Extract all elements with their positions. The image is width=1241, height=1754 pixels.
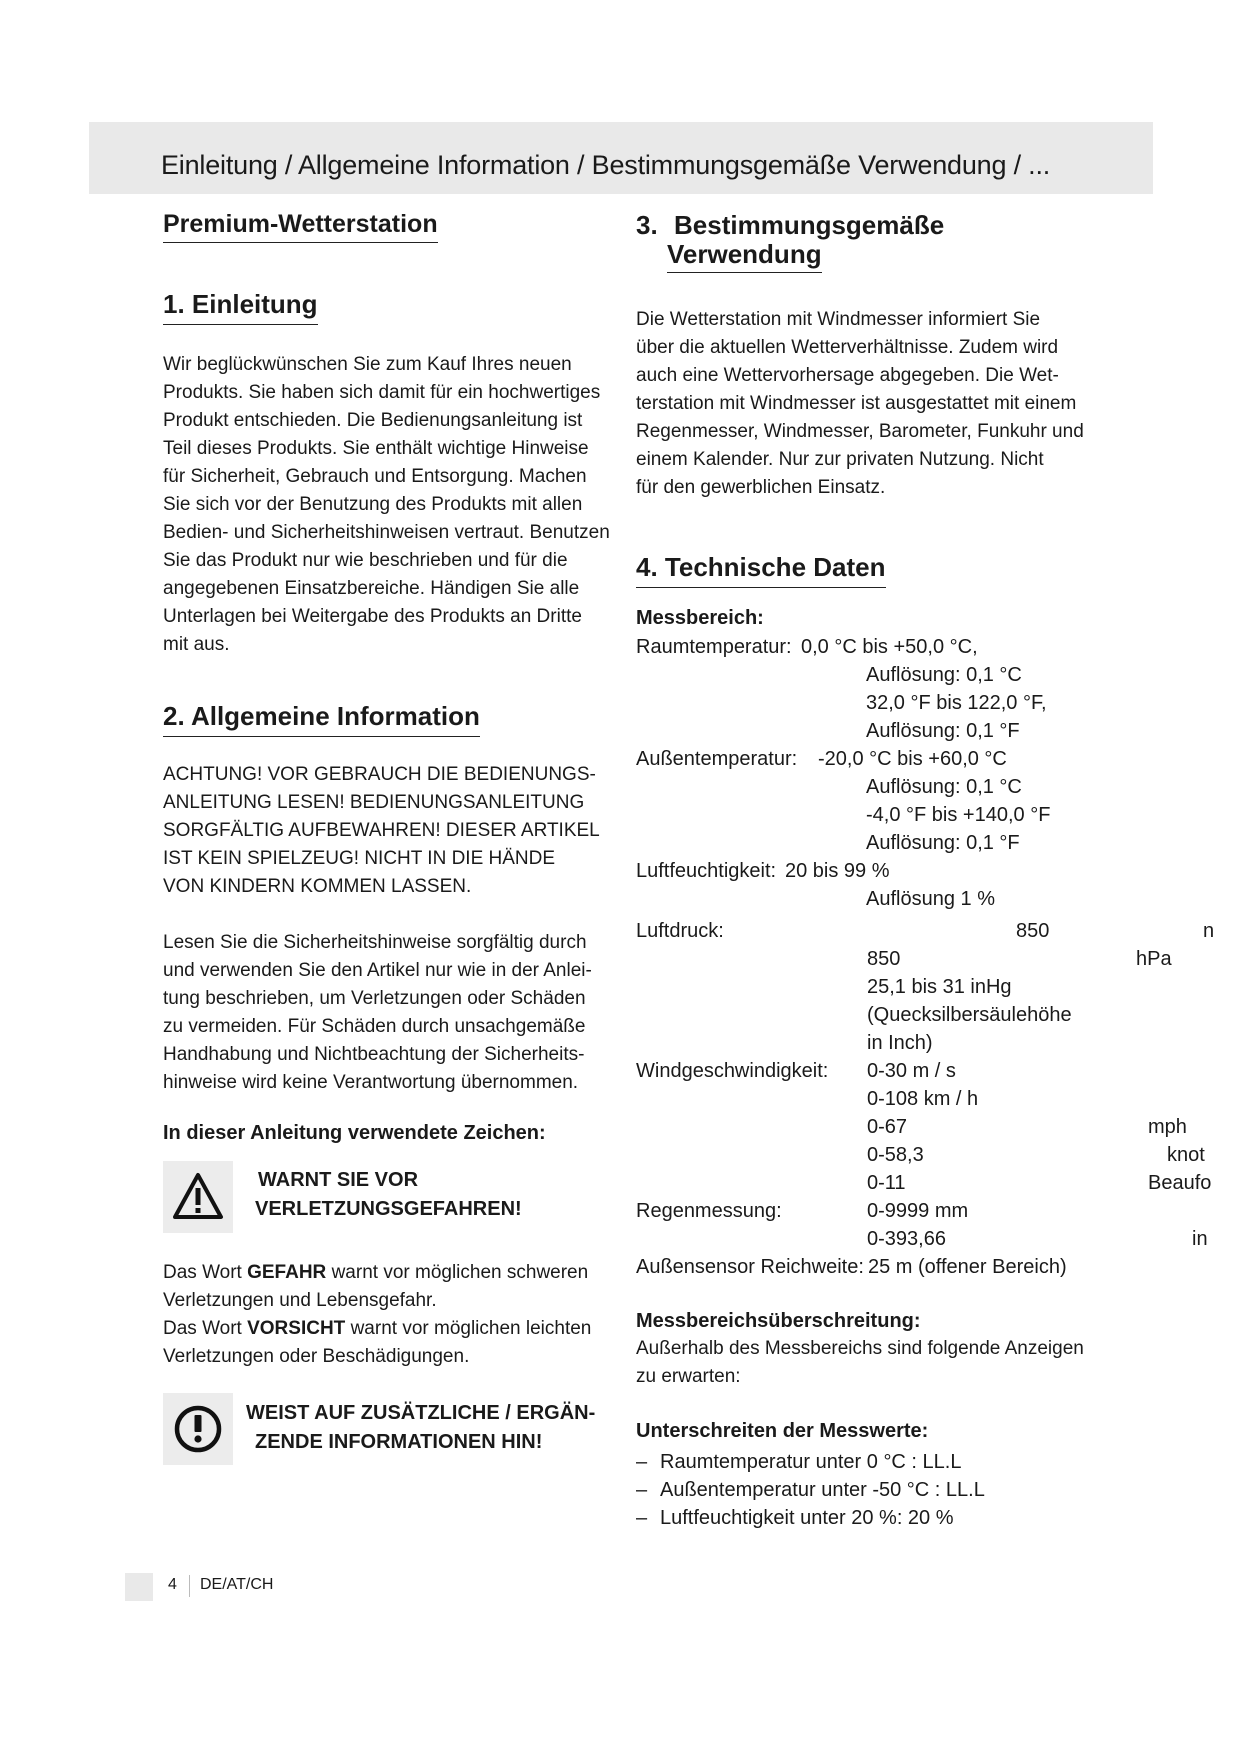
footer-box: [125, 1573, 153, 1601]
wind-ms: 0-30 m / s: [867, 1060, 956, 1082]
reichweite-value: 25 m (offener Bereich): [868, 1256, 1067, 1278]
info-exclamation-icon: [163, 1393, 233, 1465]
document-title: Premium-Wetterstation: [163, 210, 438, 243]
luftfeuchtigkeit-label: Luftfeuchtigkeit:: [636, 860, 777, 882]
wind-knot-value: 0-58,3: [867, 1144, 924, 1166]
gefahr-word: GEFAHR: [247, 1262, 327, 1283]
section-3-number: 3.: [636, 210, 658, 240]
section-3-heading-line-2: Verwendung: [667, 239, 822, 273]
luftdruck-value-a-tail: n: [1203, 920, 1215, 942]
messbereich-heading: Messbereich:: [636, 607, 764, 629]
reichweite-label: Außensensor Reichweite:: [636, 1256, 864, 1278]
warning-1-line-1: WARNT SIE VOR: [258, 1169, 419, 1191]
raumtemperatur-res-f: Auflösung: 0,1 °F: [866, 720, 1020, 742]
info-line-2: ZENDE INFORMATIONEN HIN!: [255, 1431, 543, 1453]
section-2-line: hinweise wird keine Verantwortung übernommen.: [163, 1072, 579, 1093]
regen-in-value: 0-393,66: [867, 1228, 946, 1250]
section-3-line: Regenmesser, Windmesser, Barometer, Funkuhr und: [636, 421, 1084, 442]
warning-triangle-icon: [163, 1161, 233, 1233]
raumtemperatur-res-c: Auflösung: 0,1 °C: [866, 664, 1022, 686]
luftdruck-value-b: 850: [867, 948, 901, 970]
underrange-heading: Unterschreiten der Messwerte:: [636, 1420, 929, 1442]
section-2-line: tung beschrieben, um Verletzungen oder Schäden: [163, 988, 586, 1009]
luftdruck-unit-hpa: hPa: [1136, 948, 1172, 970]
section-2-line: Lesen Sie die Sicherheitshinweise sorgfältig durch: [163, 932, 587, 953]
left-column: [163, 210, 623, 1469]
aussentemperatur-res-c: Auflösung: 0,1 °C: [866, 776, 1022, 798]
wind-kmh: 0-108 km / h: [867, 1088, 979, 1110]
luftfeuchtigkeit-range: 20 bis 99 %: [785, 860, 890, 882]
section-1-line: Sie sich vor der Benutzung des Produkts mit allen: [163, 494, 583, 515]
regen-mm: 0-9999 mm: [867, 1200, 969, 1222]
section-3-heading: [636, 210, 1156, 270]
section-3-line: einem Kalender. Nur zur privaten Nutzung. Nicht: [636, 449, 1044, 470]
section-1-line: Bedien- und Sicherheitshinweisen vertraut. Benutzen: [163, 522, 610, 543]
underrange-item: – Außentemperatur unter -50 °C : LL.L: [636, 1476, 985, 1504]
warning-box-1: [163, 1161, 623, 1247]
aussentemperatur-range-c: -20,0 °C bis +60,0 °C: [818, 748, 1007, 770]
section-2-line: zu vermeiden. Für Schäden durch unsachgemäße: [163, 1016, 586, 1037]
luftdruck-note-2: in Inch): [867, 1032, 933, 1054]
regenmessung-label: Regenmessung:: [636, 1200, 782, 1222]
vorsicht-text-a: Das Wort: [163, 1318, 248, 1339]
section-2-heading: 2. Allgemeine Information: [163, 701, 480, 737]
section-3-body: [636, 306, 1156, 502]
overrange-text-1: Außerhalb des Messbereichs sind folgende Anzeigen: [636, 1338, 1084, 1359]
footer-language: DE/AT/CH: [200, 1576, 274, 1593]
wind-beaufort-value: 0-11: [867, 1172, 906, 1194]
aussentemperatur-res-f: Auflösung: 0,1 °F: [866, 832, 1020, 854]
section-3-line: terstation mit Windmesser ist ausgestattet mit einem: [636, 393, 1077, 414]
warning-caps-line: SORGFÄLTIG AUFBEWAHREN! DIESER ARTIKEL: [163, 820, 600, 841]
wind-knot-unit: knot: [1167, 1144, 1205, 1166]
luftdruck-inhg: 25,1 bis 31 inHg: [867, 976, 1012, 998]
wind-mph-value: 0-67: [867, 1116, 908, 1138]
section-1-line: Teil dieses Produkts. Sie enthält wichtige Hinweise: [163, 438, 589, 459]
luftdruck-note-1: (Quecksilbersäulehöhe: [867, 1004, 1072, 1026]
wind-mph-unit: mph: [1148, 1116, 1187, 1138]
warning-caps-line: IST KEIN SPIELZEUG! NICHT IN DIE HÄNDE: [163, 848, 556, 869]
underrange-item: – Raumtemperatur unter 0 °C : LL.L: [636, 1448, 985, 1476]
section-3-heading-line-1: Bestimmungsgemäße: [674, 210, 945, 240]
warning-caps-line: VON KINDERN KOMMEN LASSEN.: [163, 876, 472, 897]
gefahr-text-c: warnt vor möglichen schweren: [326, 1262, 589, 1283]
aussentemperatur-label: Außentemperatur:: [636, 748, 798, 770]
section-2-warning-caps: [163, 761, 623, 901]
luftdruck-label: Luftdruck:: [636, 920, 724, 942]
section-1-line: angegebenen Einsatzbereiche. Händigen Sie alle: [163, 578, 580, 599]
right-column: [636, 210, 1156, 588]
info-line-1: WEIST AUF ZUSÄTZLICHE / ERGÄN-: [246, 1402, 596, 1424]
section-3-line: über die aktuellen Wetterverhältnisse. Zudem wird: [636, 337, 1059, 358]
aussentemperatur-range-f: -4,0 °F bis +140,0 °F: [866, 804, 1051, 826]
vorsicht-text-d: Verletzungen oder Beschädigungen.: [163, 1346, 470, 1367]
section-1-body: [163, 351, 623, 659]
symbols-heading: In dieser Anleitung verwendete Zeichen:: [163, 1122, 546, 1144]
raumtemperatur-range-c: 0,0 °C bis +50,0 °C,: [801, 636, 978, 658]
vorsicht-word: VORSICHT: [247, 1318, 346, 1339]
luftdruck-value-a: 850: [1016, 920, 1050, 942]
windgeschwindigkeit-label: Windgeschwindigkeit:: [636, 1060, 829, 1082]
section-2-line: und verwenden Sie den Artikel nur wie in der Anlei-: [163, 960, 592, 981]
warning-1-line-2: VERLETZUNGSGEFAHREN!: [255, 1198, 522, 1220]
section-2-body: [163, 929, 623, 1097]
underrange-list: [636, 1448, 985, 1532]
section-3-line: auch eine Wettervorhersage abgegeben. Die Wet-: [636, 365, 1059, 386]
gefahr-text-d: Verletzungen und Lebensgefahr.: [163, 1290, 437, 1311]
info-box: [163, 1393, 623, 1469]
section-3-line: Die Wetterstation mit Windmesser informiert Sie: [636, 309, 1041, 330]
section-4-heading: 4. Technische Daten: [636, 552, 886, 588]
vorsicht-text-c: warnt vor möglichen leichten: [345, 1318, 592, 1339]
gefahr-text-a: Das Wort: [163, 1262, 248, 1283]
section-1-line: Sie das Produkt nur wie beschrieben und für die: [163, 550, 568, 571]
raumtemperatur-label: Raumtemperatur:: [636, 636, 792, 658]
section-3-line: für den gewerblichen Einsatz.: [636, 477, 886, 498]
underrange-item: – Luftfeuchtigkeit unter 20 %: 20 %: [636, 1504, 985, 1532]
section-1-line: Wir beglückwünschen Sie zum Kauf Ihres neuen: [163, 354, 572, 375]
section-2-line: Handhabung und Nichtbeachtung der Sicherheits-: [163, 1044, 585, 1065]
luftfeuchtigkeit-res: Auflösung 1 %: [866, 888, 995, 910]
header-bar: [89, 122, 1153, 194]
wind-beaufort-unit: Beaufo: [1148, 1172, 1212, 1194]
section-1-line: Produkt entschieden. Die Bedienungsanleitung ist: [163, 410, 583, 431]
section-1-line: mit aus.: [163, 634, 230, 655]
section-1-line: für Sicherheit, Gebrauch und Entsorgung. Machen: [163, 466, 587, 487]
warning-caps-line: ANLEITUNG LESEN! BEDIENUNGSANLEITUNG: [163, 792, 585, 813]
overrange-text-2: zu erwarten:: [636, 1366, 741, 1387]
regen-in-unit: in: [1192, 1228, 1208, 1250]
page-header-title: Einleitung / Allgemeine Information / Bestimmungsgemäße Verwendung / ...: [161, 150, 1051, 180]
footer-divider: [189, 1575, 190, 1597]
raumtemperatur-range-f: 32,0 °F bis 122,0 °F,: [866, 692, 1047, 714]
overrange-heading: Messbereichsüberschreitung:: [636, 1310, 921, 1332]
gefahr-paragraph: [163, 1259, 623, 1371]
section-1-line: Unterlagen bei Weitergabe des Produkts an Dritte: [163, 606, 582, 627]
warning-caps-line: ACHTUNG! VOR GEBRAUCH DIE BEDIENUNGS-: [163, 764, 596, 785]
page-number: 4: [168, 1576, 177, 1593]
section-1-heading: 1. Einleitung: [163, 289, 318, 325]
section-1-line: Produkts. Sie haben sich damit für ein hochwertiges: [163, 382, 601, 403]
